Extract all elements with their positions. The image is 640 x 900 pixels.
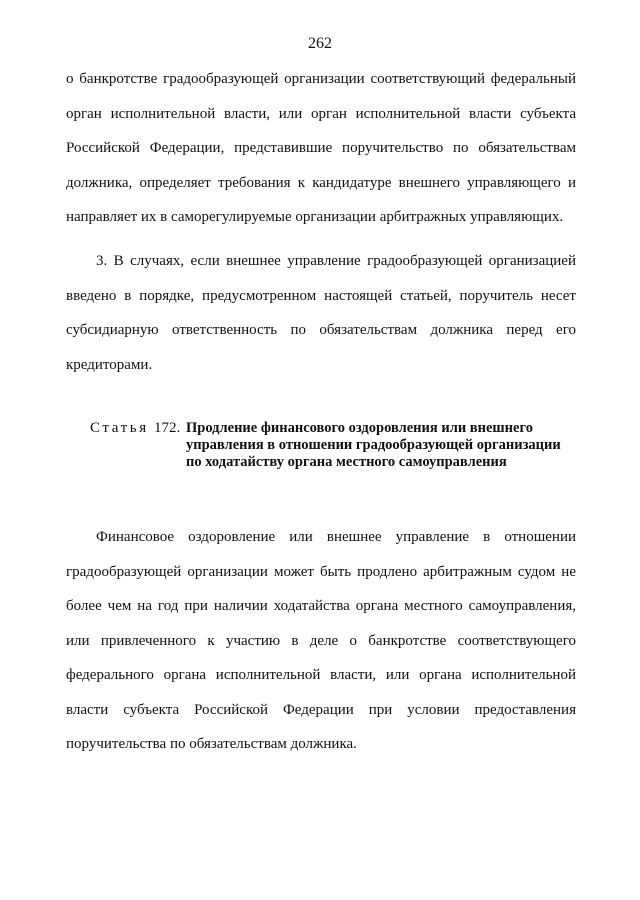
paragraph-article-body-text: Финансовое оздоровление или внешнее управление в отношении градообразующей организации может быть продлено арбитражным судом не более чем на год при наличии ходатайства органа местного самоуправления, или привлеченного к участию в деле о банкротстве соответствующего федерального органа исполнительной власти, или органа исполнительной власти субъекта Российской Федерации при условии предоставления поручительства по обязательствам должника. xyxy=(66,529,576,752)
page-number: 262 xyxy=(308,35,332,52)
paragraph-article-body xyxy=(66,520,576,762)
article-title: Продление финансового оздоровления или внешнего управления в отношении градообразующей организации по ходатайству органа местного самоуправления xyxy=(186,420,561,470)
paragraph-clause-3 xyxy=(66,244,576,382)
paragraph-clause-3-text: 3. В случаях, если внешнее управление градообразующей организацией введено в порядке, предусмотренном настоящей статьей, поручитель несет субсидиарную ответственность по обязательствам должника перед его кредиторами. xyxy=(66,253,576,373)
article-number: 172. xyxy=(154,420,181,436)
paragraph-continuation: о банкротстве градообразующей организации соответствующий федеральный орган исполнительной власти, или орган исполнительной власти субъекта Российской Федерации, представившие поручительство по обязательствам должника, определяет требования к кандидатуре внешнего управляющего и направляет их в саморегулируемые организации арбитражных управляющих. xyxy=(66,71,576,225)
article-label: Статья xyxy=(90,420,149,436)
